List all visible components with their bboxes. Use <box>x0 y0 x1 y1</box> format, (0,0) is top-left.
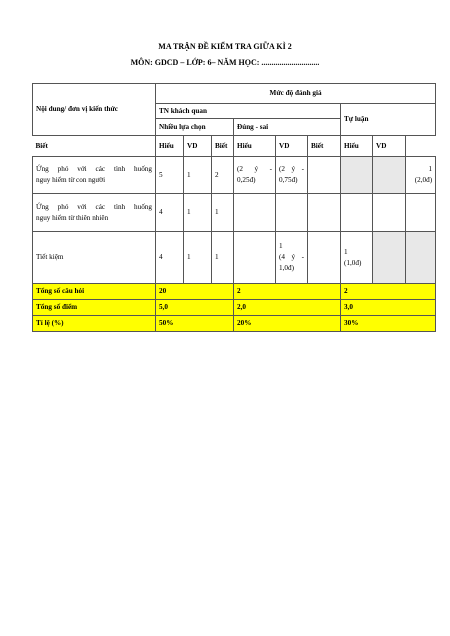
tl-biet-cell <box>341 157 373 194</box>
mc-hieu-cell: 1 <box>184 194 212 232</box>
header-level-biet-tf: Biết <box>212 136 234 157</box>
mc-hieu-cell: 1 <box>184 232 212 284</box>
header-level-vd-mc: VD <box>184 136 212 157</box>
summary-tn: 5,0 <box>156 300 234 316</box>
tl-biet-cell <box>341 232 373 284</box>
summary-row <box>33 316 436 332</box>
mc-vd-cell: 2 <box>212 157 234 194</box>
tf-hieu-cell <box>276 157 308 194</box>
row-content: Tiết kiệm <box>33 232 156 284</box>
header-objective: TN khách quan <box>156 104 341 119</box>
summary-tl: 2 <box>341 284 436 300</box>
tf-biet-cell <box>234 232 276 284</box>
tf-vd-cell <box>308 232 341 284</box>
row-content-line: nguy hiểm từ con người <box>36 176 106 184</box>
tl-hieu-cell <box>373 232 406 284</box>
header-level-hieu-mc: Hiểu <box>156 136 184 157</box>
summary-ds: 2,0 <box>234 300 341 316</box>
cell-line: 0,25đ) <box>237 176 256 184</box>
header-level-biet-tl: Biết <box>308 136 341 157</box>
tl-vd-cell <box>406 232 436 284</box>
tf-hieu-cell <box>276 194 308 232</box>
cell-line: 1 <box>428 165 433 173</box>
header-essay: Tự luận <box>341 104 436 136</box>
row-content-line: Ứng phó với các tình huống <box>36 202 152 211</box>
row-content-line: nguy hiểm từ thiên nhiên <box>36 213 109 222</box>
header-level-biet-mc: Biết <box>33 136 156 157</box>
cell-line: 0,75đ) <box>279 176 298 184</box>
header-content: Nội dung/ đơn vị kiến thức <box>33 84 156 136</box>
tf-vd-cell <box>308 157 341 194</box>
summary-tl: 30% <box>341 316 436 332</box>
mc-biet-cell: 4 <box>156 232 184 284</box>
tl-hieu-cell <box>373 194 406 232</box>
cell-line: 1 <box>344 247 348 256</box>
cell-line: (1,0đ) <box>344 258 362 267</box>
assessment-matrix-table <box>32 83 436 332</box>
header-level-hieu-tl: Hiểu <box>341 136 373 157</box>
summary-tl: 3,0 <box>341 300 436 316</box>
summary-row <box>33 300 436 316</box>
cell-line: (2 ý - <box>279 165 304 173</box>
cell-line: (2 ý - <box>237 165 272 173</box>
summary-label: Tổng số điểm <box>33 300 156 316</box>
summary-row <box>33 284 436 300</box>
header-true-false: Đúng - sai <box>234 119 341 136</box>
header-assessment: Mức độ đánh giá <box>156 84 436 104</box>
cell-line: 1,0đ) <box>279 264 294 272</box>
summary-label: Tổng số câu hỏi <box>33 284 156 300</box>
tl-vd-cell <box>406 194 436 232</box>
cell-line: (4 ý - <box>279 253 304 261</box>
tf-hieu-cell <box>276 232 308 284</box>
mc-biet-cell: 4 <box>156 194 184 232</box>
table-row <box>33 194 436 232</box>
header-level-vd-tf: VD <box>276 136 308 157</box>
summary-ds: 20% <box>234 316 341 332</box>
tf-biet-cell <box>234 157 276 194</box>
mc-vd-cell: 1 <box>212 232 234 284</box>
summary-ds: 2 <box>234 284 341 300</box>
header-row-1 <box>33 84 436 104</box>
row-content <box>33 194 156 232</box>
cell-line: (2,0đ) <box>414 176 433 184</box>
tf-biet-cell <box>234 194 276 232</box>
header-level-vd-tl: VD <box>373 136 406 157</box>
row-content <box>33 157 156 194</box>
table-row <box>33 157 436 194</box>
header-levels-row <box>33 136 436 157</box>
summary-label: Tỉ lệ (%) <box>33 316 156 332</box>
summary-tn: 20 <box>156 284 234 300</box>
document-subtitle: MÔN: GDCD – LỚP: 6– NĂM HỌC: ............................. <box>130 58 320 67</box>
mc-biet-cell: 5 <box>156 157 184 194</box>
mc-hieu-cell: 1 <box>184 157 212 194</box>
tl-biet-cell <box>341 194 373 232</box>
row-content-line: Ứng phó với các tình huống <box>36 165 152 173</box>
cell-line: 1 <box>279 242 283 250</box>
mc-vd-cell: 1 <box>212 194 234 232</box>
table-row <box>33 232 436 284</box>
tl-hieu-cell <box>373 157 406 194</box>
header-multiple-choice: Nhiều lựa chọn <box>156 119 234 136</box>
tl-vd-cell <box>406 157 436 194</box>
summary-tn: 50% <box>156 316 234 332</box>
header-level-hieu-tf: Hiểu <box>234 136 276 157</box>
document-title: MA TRẬN ĐỀ KIỂM TRA GIỮA KÌ 2 <box>158 42 292 51</box>
tf-vd-cell <box>308 194 341 232</box>
